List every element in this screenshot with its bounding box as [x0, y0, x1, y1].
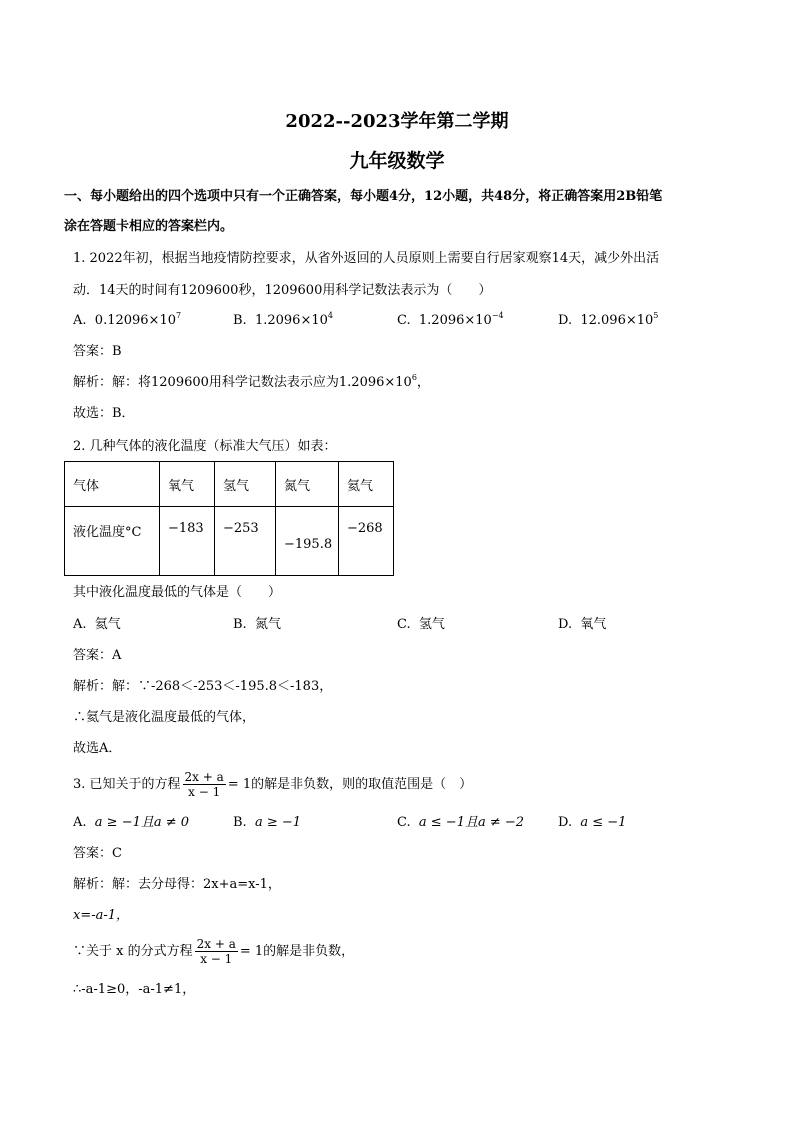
- table-cell: −253: [215, 507, 276, 576]
- q1-option-b-exponent: 4: [327, 311, 333, 320]
- q1-option-a-value: 0.12096×10: [94, 313, 176, 328]
- q3-option-b-label: B.: [233, 815, 247, 830]
- q3-because-fraction-numerator: 2x + a: [196, 937, 236, 951]
- q1-option-b-label: B.: [233, 313, 247, 328]
- q3-option-a-text: a ≥ −1且a ≠ 0: [94, 815, 190, 830]
- page-title: 2022--2023学年第二学期: [285, 111, 509, 132]
- table-header-cell: 氢气: [215, 462, 276, 507]
- q2-option-b-text: 氮气: [254, 617, 281, 632]
- section-instruction-line1: 一、每小题给出的四个选项中只有一个正确答案，每小题4分，12小题，共48分，将正确答案用2B铅笔: [64, 189, 663, 204]
- q1-analysis: [73, 374, 430, 391]
- q3-fraction: [183, 770, 226, 799]
- q2-option-a: [73, 616, 121, 633]
- q2-question: 其中液化温度最低的气体是（ ）: [73, 585, 282, 600]
- table-header-row: [65, 462, 394, 507]
- q1-analysis-end: ，: [416, 375, 430, 390]
- q2-conclusion: 故选A．: [73, 741, 122, 756]
- q1-option-d-value: 12.096×10: [580, 313, 654, 328]
- q1-option-d: [558, 312, 658, 329]
- q2-option-c: [397, 616, 445, 633]
- table-cell-value: −195.8: [284, 537, 333, 552]
- q3-because-pre: ∵关于 x 的分式方程: [73, 944, 193, 959]
- q1-option-d-exponent: 5: [653, 311, 659, 320]
- q2-answer: 答案：A: [73, 648, 122, 663]
- q3-because: [73, 934, 354, 970]
- q3-option-d-label: D.: [558, 815, 573, 830]
- q3-option-a: [73, 814, 189, 831]
- q3-stem-pre: 3. 已知关于的方程: [73, 777, 181, 792]
- table-header-cell: 气体: [65, 462, 160, 507]
- q1-analysis-text: 解析：解：将1209600用科学记数法表示应为1.2096×10: [73, 375, 412, 390]
- q1-option-c-label: C.: [397, 313, 411, 328]
- q1-analysis-exponent: 6: [411, 373, 417, 382]
- q3-stem-post: = 1的解是非负数，则的取值范围是（ ）: [227, 777, 473, 792]
- q3-option-a-label: A.: [73, 815, 87, 830]
- gas-liquefaction-table: [64, 461, 394, 576]
- q1-option-c-exponent: −4: [491, 311, 504, 320]
- page-subtitle: 九年级数学: [349, 150, 445, 172]
- q3-stem: [73, 767, 472, 803]
- table-header-cell: 氦气: [339, 462, 394, 507]
- q1-option-a: [73, 312, 181, 329]
- q2-analysis: 解析：解：∵-268＜-253＜-195.8＜-183，: [73, 679, 333, 694]
- q1-option-b-value: 1.2096×10: [254, 313, 328, 328]
- table-row: [65, 507, 394, 576]
- table-row-label: 液化温度°C: [65, 507, 160, 576]
- q3-option-d: [558, 814, 626, 831]
- q3-option-c: [397, 814, 524, 831]
- q3-option-c-text: a ≤ −1且a ≠ −2: [418, 815, 525, 830]
- q2-option-a-label: A.: [73, 617, 87, 632]
- q3-option-d-text: a ≤ −1: [580, 815, 627, 830]
- q2-option-b: [233, 616, 281, 633]
- q2-option-a-text: 氦气: [94, 617, 121, 632]
- table-cell: −268: [339, 507, 394, 576]
- q3-fraction-numerator: 2x + a: [184, 770, 224, 784]
- section-instruction-line2: 涂在答题卡相应的答案栏内。: [64, 219, 234, 234]
- q3-because-fraction-denominator: x − 1: [200, 952, 233, 966]
- q2-option-d: [558, 616, 606, 633]
- q1-stem-line1: 1. 2022年初，根据当地疫情防控要求，从省外返回的人员原则上需要自行居家观察14天，减少外出活: [73, 251, 660, 266]
- table-header-cell: 氮气: [276, 462, 339, 507]
- q3-option-b: [233, 814, 301, 831]
- q1-option-c: [397, 312, 504, 329]
- q1-option-b: [233, 312, 333, 329]
- q3-step: x=-a-1，: [73, 908, 130, 923]
- table-cell: [276, 507, 339, 576]
- q3-option-c-label: C.: [397, 815, 411, 830]
- q1-conclusion: 故选：B．: [73, 406, 135, 421]
- q1-answer: 答案：B: [73, 344, 122, 359]
- q3-option-b-text: a ≥ −1: [254, 815, 302, 830]
- q3-analysis: 解析：解：去分母得：2x+a=x-1，: [73, 877, 281, 892]
- q3-because-post: = 1的解是非负数，: [239, 944, 355, 959]
- q2-option-d-label: D.: [558, 617, 573, 632]
- q3-fraction-denominator: x − 1: [188, 785, 221, 799]
- q1-option-a-label: A.: [73, 313, 87, 328]
- q2-option-b-label: B.: [233, 617, 247, 632]
- q1-option-c-value: 1.2096×10: [418, 313, 492, 328]
- q2-stem: 2. 几种气体的液化温度（标准大气压）如表：: [73, 439, 337, 454]
- q1-option-a-exponent: 7: [176, 311, 182, 320]
- q3-answer: 答案：C: [73, 846, 122, 861]
- q2-option-d-text: 氧气: [580, 617, 607, 632]
- q2-option-c-text: 氢气: [418, 617, 445, 632]
- q3-therefore: ∴-a-1≥0，-a-1≠1，: [73, 982, 196, 997]
- table-cell: −183: [160, 507, 215, 576]
- table-header-cell: 氧气: [160, 462, 215, 507]
- q2-therefore: ∴氦气是液化温度最低的气体，: [73, 710, 256, 725]
- q2-option-c-label: C.: [397, 617, 411, 632]
- q1-option-d-label: D.: [558, 313, 573, 328]
- q3-because-fraction: [195, 937, 238, 966]
- q1-stem-line2: 动．14天的时间有1209600秒，1209600用科学记数法表示为（ ）: [73, 283, 492, 298]
